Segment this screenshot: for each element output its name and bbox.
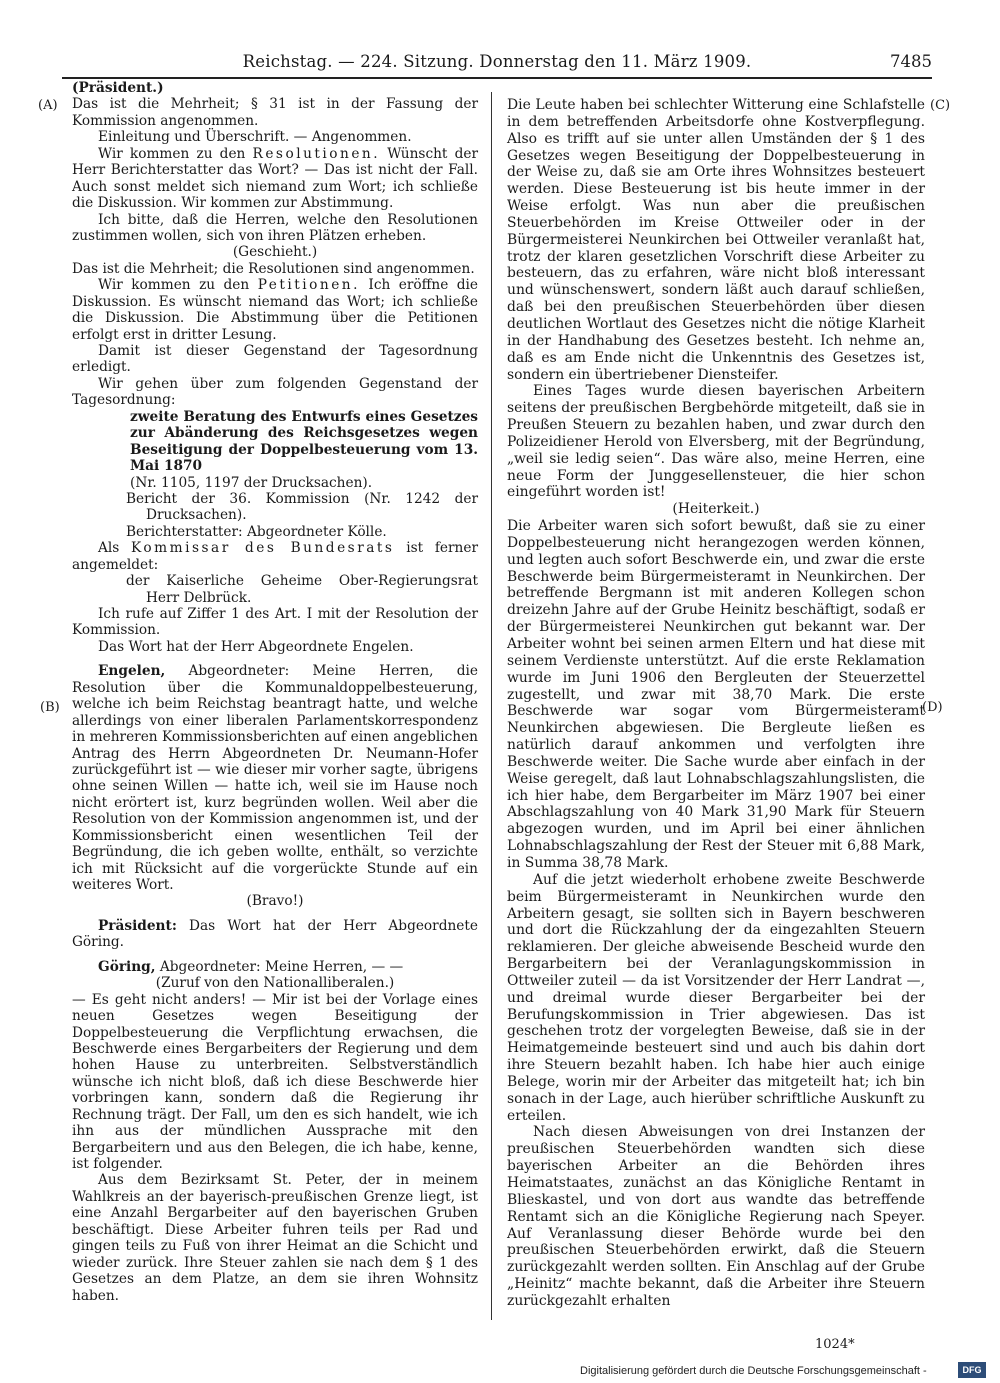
speaker-president: Präsident:: [98, 917, 177, 934]
speech-engelen: Engelen, Abgeordneter: Meine Herren, die Resolution über die Kommunaldoppelbesteuerung, welche ich beim Reichstag beantragt hatte, und welche allerdings von einer liberalen Parlamentskorrespondenz in mehreren Kommissionsberichten auf einen angeblichen Antrag des Herrn Abgeordneten Dr. Neumann-Hofer zurückgeführt ist — wie dieser mir vorher sagte, übrigens ohne seinen Willen — hatte ich, weil sie im Hause noch nicht erörtert ist, kurz begründen wollen. Weil aber die Resolution von der Kommission angenommen ist, und der Kommissionsbericht einen wesentlichen Teil der Begründung, die ich geben wollte, enthält, so verzichte ich mit Rücksicht auf die vorgerückte Stunde auf ein weiteres Wort.: [72, 663, 478, 893]
agenda-item: zweite Beratung des Entwurfs eines Gesetzes zur Abänderung des Reichsgesetzes wegen Beseitigung der Doppelbesteuerung vom 13. Mai 1870: [130, 408, 478, 475]
speech-goering: Göring, Abgeordneter: Meine Herren, — —: [98, 958, 404, 975]
left-column: [72, 80, 478, 1304]
margin-marker-d: (D): [922, 700, 943, 715]
page-header: [62, 52, 932, 76]
paragraph: Eines Tages wurde diesen bayerischen Arbeitern seitens der preußischen Bergbehörde mitgeteilt, daß sie in Preußen Steuern zu bezahlen haben, und zwar durch den Polizeidiener Herold von Elversberg, mit der Begründung, „weil sie ledig seien“. Das wäre also, meine Herren, eine neue Form der Junggesellensteuer, die hier schon eingeführt worden ist!: [507, 383, 925, 501]
margin-marker-c: (C): [930, 98, 951, 113]
emphasis-petitionen: Petitionen.: [257, 277, 360, 294]
committee-report: Bericht der 36. Kommission (Nr. 1242 der Drucksachen).: [126, 490, 478, 524]
digitization-credit: Digitalisierung gefördert durch die Deutsche Forschungsgemeinschaft -: [580, 1365, 927, 1377]
paragraph: Ich bitte, daß die Herren, welche den Resolutionen zustimmen wollen, sich von ihren Plätzen erheben.: [72, 211, 478, 244]
paragraph: Als Kommissar des Bundesrats ist ferner angemeldet:: [72, 540, 479, 573]
paragraph: Das ist die Mehrheit; die Resolutionen sind angenommen.: [72, 260, 475, 277]
paragraph: Ich rufe auf Ziffer 1 des Art. I mit der Resolution der Kommission.: [72, 606, 478, 639]
paragraph: Das ist die Mehrheit; § 31 ist in der Fassung der Kommission angenommen.: [72, 96, 478, 129]
commissioner-name: der Kaiserliche Geheime Ober-Regierungsrat Herr Delbrück.: [126, 573, 478, 606]
rapporteur: Berichterstatter: Abgeordneter Kölle.: [126, 523, 387, 540]
paragraph: Wir gehen über zum folgenden Gegenstand der Tagesordnung:: [72, 375, 478, 409]
paragraph: Die Leute haben bei schlechter Witterung eine Schlafstelle in dem betreffenden Arbeitsdorfe ohne Kostverpflegung. Also es trifft auf sie unter allen Umständen der § 1 des Gesetzes wegen Beseitigung der Doppelbesteuerung in der Weise zu, daß sie am Orte ihres Wohnsitzes besteuert werden. Diese Besteuerung ist bis heute immer in der Weise erfolgt. Was nun aber die preußischen Steuerbehörden im Kreise Ottweiler oder in der Bürgermeisterei Neunkirchen bei Ottweiler veranlaßt hat, trotz der klaren gesetzlichen Vorschrift diese Arbeiter zu besteuern, das zu erfahren, wäre nicht bloß interessant und wünschenswert, sondern läßt auch darauf schließen, daß bei den preußischen Steuerbehörden über diesen deutlichen Wortlaut des Gesetzes nicht die nötige Klarheit in der Handhabung des Gesetzes besteht. Ich nehme an, daß es am Ende nicht die Unkenntnis des Gesetzes ist, sondern ein übertriebener Diensteifer.: [507, 97, 925, 383]
paragraph: Damit ist dieser Gegenstand der Tagesordnung erledigt.: [72, 343, 478, 376]
emphasis-resolutionen: Resolutionen.: [252, 145, 381, 162]
stage-direction: (Bravo!): [246, 893, 304, 910]
speaker-goering: Göring,: [98, 958, 156, 975]
dfg-logo: DFG: [958, 1362, 986, 1378]
stage-direction: (Zuruf von den Nationalliberalen.): [155, 975, 395, 992]
paragraph: — Es geht nicht anders! — Mir ist bei der Vorlage eines neuen Gesetzes wegen Beseitigung der Doppelbesteuerung die Verpflichtung erwachsen, die Beschwerde eines Bergarbeiters der Regierung und dem hohen Hause zu unterbreiten. Selbstverständlich wünsche ich nicht bloß, daß ich diese Beschwerde hier vorbringen kann, sondern daß die Regierung ihr Rechnung trägt. Der Fall, um den es sich handelt, wie ich ihn aus der mündlichen Aussprache mit den Bergarbeitern und aus den Belegen, die ich habe, kenne, ist folgender.: [72, 991, 478, 1172]
speaker-engelen: Engelen,: [98, 663, 166, 680]
paragraph: Einleitung und Überschrift. — Angenommen.: [98, 129, 412, 146]
paragraph: Wir kommen zu den Petitionen. Ich eröffne die Diskussion. Es wünscht niemand das Wort; ich schließe die Diskussion. Die Abstimmung über die Petitionen erfolgt erst in dritter Lesung.: [72, 277, 478, 343]
page-number: 7485: [890, 52, 932, 71]
speech-president: Präsident: Das Wort hat der Herr Abgeordnete Göring.: [72, 917, 478, 951]
header-rule: [62, 77, 932, 79]
paragraph: Die Arbeiter waren sich sofort bewußt, daß sie zu einer Doppelbesteuerung nicht herangezogen werden können, und legten auch sofort Beschwerde ein, und zwar die erste Beschwerde beim Bürgermeisteramt in Neunkirchen. Der betreffende Bergmann ist mit anderen Kollegen schon dreizehn Jahre auf der Grube Heinitz beschäftigt, sodaß er der Bürgermeisterei Neunkirchen gut bekannt war. Der Arbeiter wohnt bei seinen armen Eltern und hat diese mit seinem Verdienste unterstützt. Auf die erste Reklamation wurde im Juni 1906 den Bergleuten der Steuerzettel zugestellt, und zwar mit 38,70 Mark. Die erste Beschwerde war sogar vom Bürgermeisteramt Neunkirchen abgewiesen. Die Bergleute ließen es natürlich darauf ankommen und verfolgten ihre Beschwerde weiter. Die Sache wurde aber einfach in der Weise geregelt, daß laut Lohnabschlagszahlungslisten, die ich hier habe, dem Bergarbeiter im März 1907 bei einer Abschlagszahlung von 40 Mark 31,90 Mark für Steuern abgezogen wurden, und im April bei einer ähnlichen Lohnabschlagszahlung der Rest der Steuer mit 6,88 Mark, in Summa 38,78 Mark.: [507, 518, 925, 871]
paragraph: Das Wort hat der Herr Abgeordnete Engelen.: [98, 638, 414, 655]
column-divider: [491, 92, 492, 1320]
stage-direction: (Geschieht.): [232, 244, 318, 261]
paragraph: Auf die jetzt wiederholt erhobene zweite Beschwerde beim Bürgermeisteramt in Neunkirchen wurde den Arbeitern gesagt, sie sollten sich in Bayern beschweren und dort die Rückzahlung der da eingezahlten Steuern reklamieren. Der gleiche abweisende Bescheid wurde den Bergarbeitern bei der Veranlagungskommission in Ottweiler zuteil — da ist Vorsitzender der Herr Landrat —, und dreimal wurde dieser Bergarbeiter bei der Berufungskommission in Trier abgewiesen. Das ist geschehen trotz der vorgelegten Beweise, daß sie in der Heimatgemeinde besteuert sind und auch bis dahin dort ihre Steuern bezahlt haben. Ich habe hier auch einige Belege, worin mir der Arbeiter das mitgeteilt hat; ich bin sonach in der Lage, auch hierüber schriftliche Auskunft zu erteilen.: [507, 871, 925, 1124]
margin-marker-a: (A): [38, 98, 58, 113]
stage-direction: (Heiterkeit.): [672, 501, 760, 518]
agenda-reference: (Nr. 1105, 1197 der Drucksachen).: [130, 474, 373, 491]
emphasis-kommissar: Kommissar des Bundesrats: [131, 540, 395, 557]
paragraph: Aus dem Bezirksamt St. Peter, der in meinem Wahlkreis an der bayerisch-preußischen Grenze liegt, ist eine Anzahl Bergarbeiter auf den bayerischen Gruben beschäftigt. Diese Arbeiter fuhren teils per Rad und gingen teils zu Fuß von ihrer Heimat an die Schicht und wieder zurück. Ihre Steuer zahlen sie nach dem § 1 des Gesetzes an dem Platze, an dem sie ihren Wohnsitz haben.: [72, 1172, 478, 1304]
paragraph: Nach diesen Abweisungen von drei Instanzen der preußischen Steuerbehörden wandten sich diese bayerischen Arbeiter an die Behörden ihres Heimatstaates, zunächst an das Königliche Rentamt in Blieskastel, und von dort aus wandte das betreffende Rentamt sich an die Königliche Regierung nach Speyer. Auf Veranlassung dieser Behörde wurde bei den preußischen Steuerbehörden erwirkt, daß die Steuern zurückgezahlt werden sollten. Ein Anschlag auf der Grube „Heinitz“ machte bekannt, daß die Arbeiter ihre Steuern zurückgezahlt erhalten: [507, 1124, 925, 1309]
sheet-number: 1024*: [815, 1337, 855, 1352]
speaker-label-president: (Präsident.): [72, 80, 164, 96]
right-column: [507, 80, 925, 1310]
paragraph: Wir kommen zu den Resolutionen. Wünscht der Herr Berichterstatter das Wort? — Das ist nicht der Fall. Auch sonst meldet sich niemand zum Wort; ich schließe die Diskussion. Wir kommen zur Abstimmung.: [72, 145, 478, 212]
running-title: Reichstag. — 224. Sitzung. Donnerstag den 11. März 1909.: [242, 52, 752, 71]
margin-marker-b: (B): [40, 700, 60, 715]
